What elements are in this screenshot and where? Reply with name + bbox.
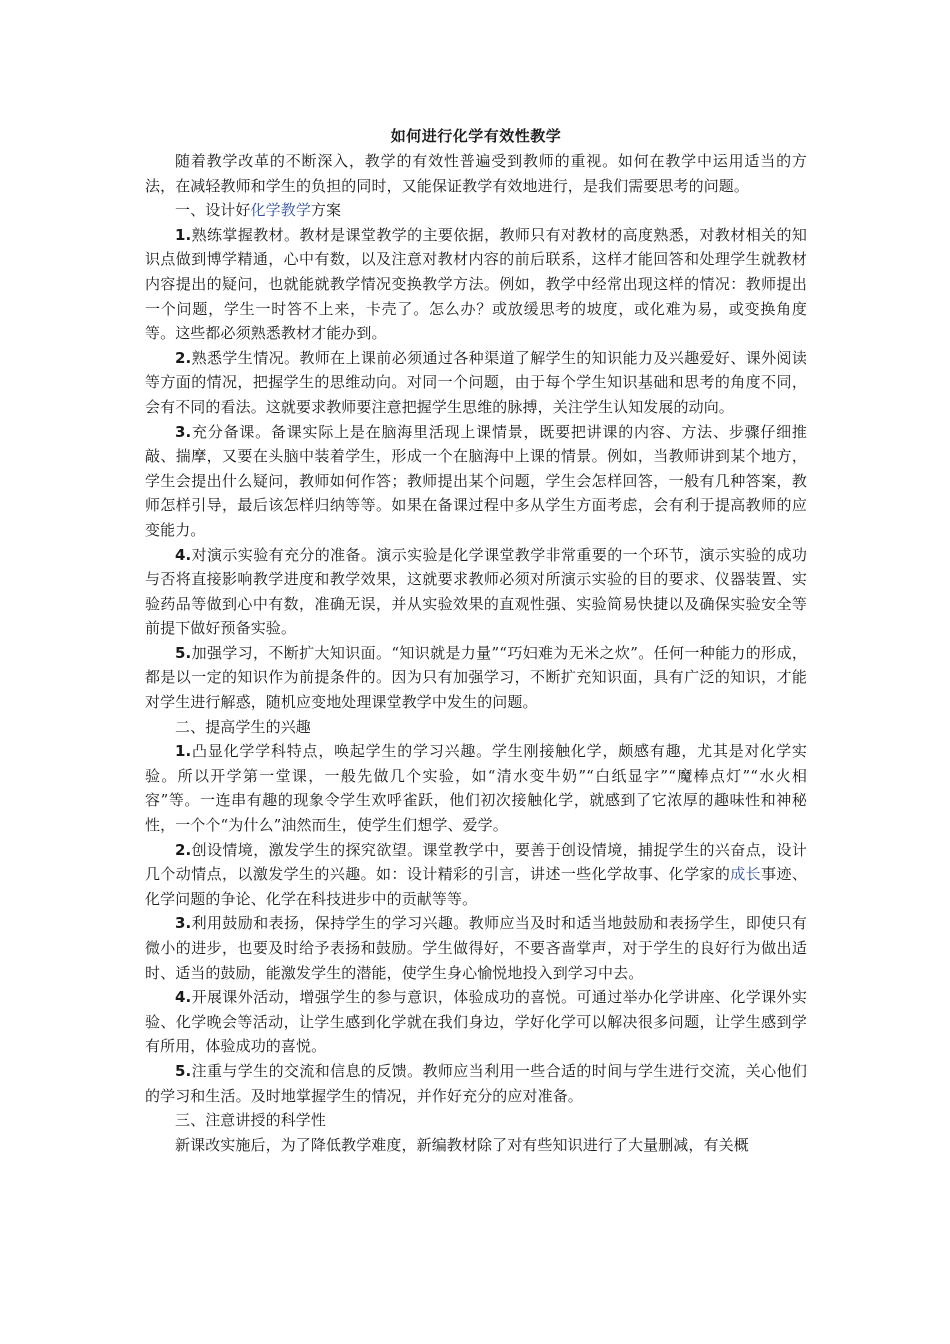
section-heading-1-post: 方案 — [310, 201, 342, 220]
growth-link[interactable]: 成长 — [730, 865, 762, 884]
item-text: 利用鼓励和表扬，保持学生的学习兴趣。教师应当及时和适当地鼓励和表扬学生，即使只有微小的进步，也要及时给予表扬和鼓励。学生做得好，不要吝啬掌声，对于学生的良好行为做出适时、适当的鼓励，能激发学生的潜能，使学生身心愉悦地投入到学习中去。 — [145, 914, 807, 982]
item-number: 4. — [175, 988, 192, 1007]
item-text: 加强学习，不断扩大知识面。“知识就是力量”“巧妇难为无米之炊”。任何一种能力的形成，都是以一定的知识作为前提条件的。因为只有加强学习，不断扩充知识面，具有广泛的知识，才能对学生进行解惑，随机应变地处理课堂教学中发生的问题。 — [145, 643, 807, 712]
section1-item-3 — [145, 420, 807, 543]
item-text: 创设情境，激发学生的探究欲望。课堂教学中，要善于创设情境，捕捉学生的兴奋点，设计几个动情点，以激发学生的兴趣。如：设计精彩的引言，讲述一些化学故事、化学家的 — [145, 840, 807, 884]
item-text-post: 事迹、化学问题的争论、化学在科技进步中的贡献等等。 — [145, 865, 807, 908]
section2-item-2 — [145, 838, 807, 912]
section3-paragraph: 新课改实施后，为了降低教学难度，新编教材除了对有些知识进行了大量删减，有关概 — [175, 1135, 749, 1154]
item-number: 3. — [175, 422, 192, 441]
item-text: 凸显化学学科特点，唤起学生的学习兴趣。学生刚接触化学，颇感有趣，尤其是对化学实验。所以开学第一堂课，一般先做几个实验，如“清水变牛奶”“白纸显字”“魔棒点灯”“水火相容”等。一连串有趣的现象令学生欢呼雀跃，他们初次接触化学，就感到了它浓厚的趣味性和神秘性，一个个“为什么”油然而生，使学生们想学、爱学。 — [145, 742, 807, 835]
item-number: 4. — [175, 545, 192, 564]
item-number: 5. — [175, 1061, 192, 1080]
document-title: 如何进行化学有效性教学 — [390, 127, 562, 145]
section2-item-3 — [145, 911, 807, 985]
item-number: 2. — [175, 348, 192, 367]
section2-item-5 — [145, 1059, 807, 1108]
intro-paragraph: 随着教学改革的不断深入，教学的有效性普遍受到教师的重视。如何在教学中运用适当的方法，在减轻教师和学生的负担的同时，又能保证教学有效地进行，是我们需要思考的问题。 — [145, 152, 807, 195]
item-text: 充分备课。备课实际上是在脑海里活现上课情景，既要把讲课的内容、方法、步骤仔细推敲、揣摩，又要在头脑中装着学生，形成一个在脑海中上课的情景。例如，当教师讲到某个地方，学生会提出什么疑问，教师如何作答；教师提出某个问题，学生会怎样回答，一般有几种答案，教师怎样引导，最后该怎样归纳等等。如果在备课过程中多从学生方面考虑，会有利于提高教师的应变能力。 — [145, 422, 807, 539]
item-text: 熟练掌握教材。教材是课堂教学的主要依据，教师只有对教材的高度熟悉，对教材相关的知识点做到博学精通，心中有数，以及注意对教材内容的前后联系，这样才能回答和处理学生就教材内容提出的疑问，也就能就教学情况变换教学方法。例如，教学中经常出现这样的情况：教师提出一个问题，学生一时答不上来，卡壳了。怎么办？或放缓思考的坡度，或化难为易，或变换角度等。这些都必须熟悉教材才能办到。 — [145, 225, 807, 343]
document-page — [145, 124, 807, 1157]
section-heading-1 — [145, 198, 807, 223]
item-text: 开展课外活动，增强学生的参与意识，体验成功的喜悦。可通过举办化学讲座、化学课外实验、化学晚会等活动，让学生感到化学就在我们身边，学好化学可以解决很多问题，让学生感到学有所用，体验成功的喜悦。 — [145, 988, 807, 1056]
section1-item-4 — [145, 543, 807, 641]
section1-item-2 — [145, 346, 807, 420]
section2-item-4 — [145, 985, 807, 1059]
section-heading-1-pre: 一、设计好 — [175, 201, 251, 220]
item-text: 熟悉学生情况。教师在上课前必须通过各种渠道了解学生的知识能力及兴趣爱好、课外阅读等方面的情况，把握学生的思维动向。对同一个问题，由于每个学生知识基础和思考的角度不同，会有不同的看法。这就要求教师要注意把握学生思维的脉搏，关注学生认知发展的动向。 — [145, 348, 807, 416]
item-text: 对演示实验有充分的准备。演示实验是化学课堂教学非常重要的一个环节，演示实验的成功与否将直接影响教学进度和教学效果，这就要求教师必须对所演示实验的目的要求、仪器装置、实验药品等做到心中有数，准确无误，并从实验效果的直观性强、实验简易快捷以及确保实验安全等前提下做好预备实验。 — [145, 545, 807, 638]
section2-item-1 — [145, 739, 807, 837]
item-number: 1. — [175, 225, 192, 244]
item-number: 1. — [175, 742, 192, 761]
section-heading-3: 三、注意讲授的科学性 — [175, 1111, 327, 1130]
section1-item-1 — [145, 223, 807, 346]
item-number: 3. — [175, 914, 192, 933]
item-number: 2. — [175, 840, 192, 859]
section1-item-5 — [145, 641, 807, 715]
item-text: 注重与学生的交流和信息的反馈。教师应当利用一些合适的时间与学生进行交流，关心他们的学习和生活。及时地掌握学生的情况，并作好充分的应对准备。 — [145, 1061, 807, 1105]
section-heading-2: 二、提高学生的兴趣 — [175, 717, 311, 736]
item-number: 5. — [175, 643, 192, 662]
chemistry-teaching-link[interactable]: 化学教学 — [250, 201, 311, 220]
